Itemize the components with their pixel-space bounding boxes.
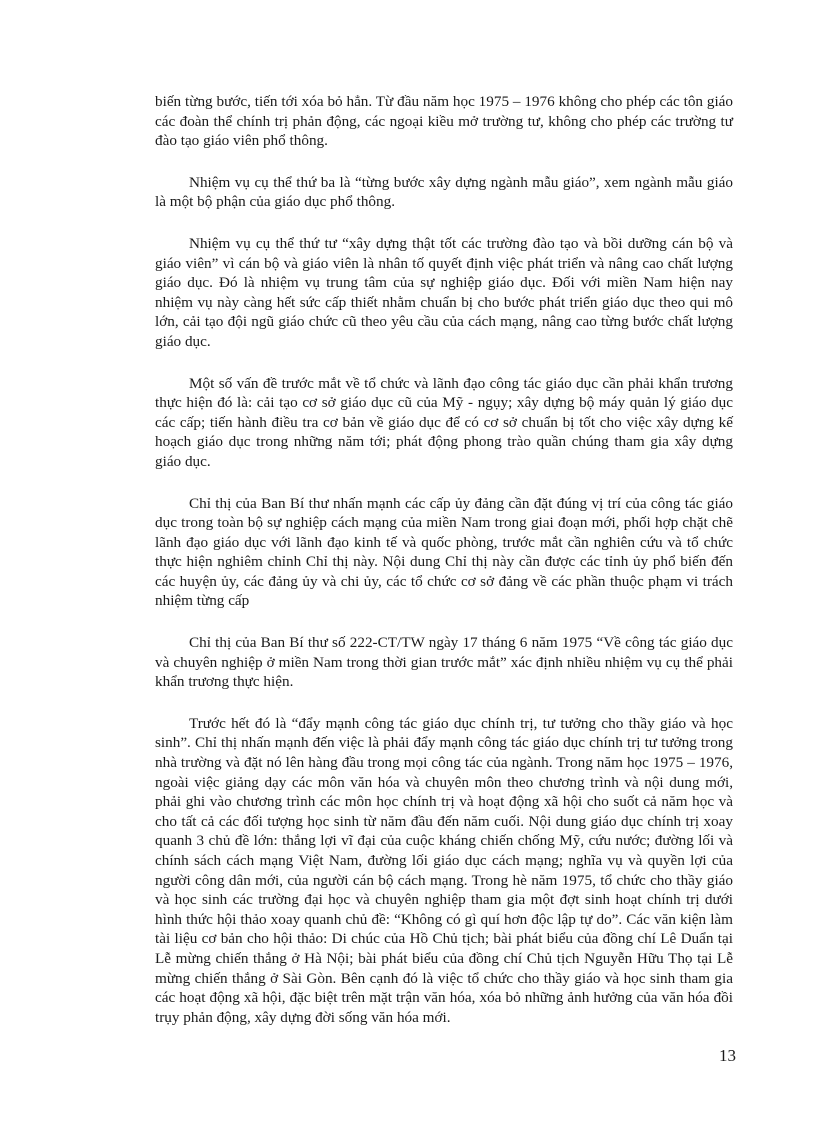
- paragraph-directive-222: Chỉ thị của Ban Bí thư số 222-CT/TW ngày 17 tháng 6 năm 1975 “Về công tác giáo dục và chuyên nghiệp ở miền Nam trong thời gian trước mắt” xác định nhiều nhiệm vụ cụ thể phải khẩn trương thực hiện.: [155, 634, 733, 691]
- document-page: [155, 92, 733, 1049]
- paragraph-continued: biến từng bước, tiến tới xóa bỏ hẳn. Từ đầu năm học 1975 – 1976 không cho phép các tôn giáo các đoàn thể chính trị phản động, các ngoại kiều mở trường tư, không cho phép các trường tư đào tạo giáo viên phổ thông.: [155, 93, 733, 150]
- page-number: 13: [719, 1046, 736, 1065]
- paragraph-secretariat-directive: Chỉ thị của Ban Bí thư nhấn mạnh các cấp ủy đảng cần đặt đúng vị trí của công tác giáo dục trong toàn bộ sự nghiệp cách mạng của miền Nam trong giai đoạn mới, phối hợp chặt chẽ lãnh đạo giáo dục với lãnh đạo kinh tế và quốc phòng, trước mắt cần nghiên cứu và tổ chức thực hiện nghiêm chỉnh Chỉ thị này. Nội dung Chỉ thị này cần được các tỉnh ủy phổ biến đến các huyện ủy, các đảng ủy và chi ủy, các tổ chức cơ sở đảng về các phần thuộc phạm vi trách nhiệm từng cấp: [155, 494, 733, 610]
- paragraph-task-three: Nhiệm vụ cụ thể thứ ba là “từng bước xây dựng ngành mẫu giáo”, xem ngành mẫu giáo là một bộ phận của giáo dục phổ thông.: [155, 173, 733, 211]
- paragraph-urgent-issues: Một số vấn đề trước mắt về tổ chức và lãnh đạo công tác giáo dục cần phải khẩn trương thực hiện đó là: cải tạo cơ sở giáo dục cũ của Mỹ - ngụy; xây dựng bộ máy quản lý giáo dục các cấp; tiến hành điều tra cơ bản về giáo dục để có cơ sở chuẩn bị tốt cho việc xây dựng kế hoạch giáo dục trong những năm tới; phát động phong trào quần chúng tham gia xây dựng giáo dục.: [155, 374, 733, 470]
- paragraph-political-education: Trước hết đó là “đẩy mạnh công tác giáo dục chính trị, tư tưởng cho thầy giáo và học sinh”. Chỉ thị nhấn mạnh đến việc là phải đẩy mạnh công tác giáo dục chính trị tư tưởng trong nhà trường và đặt nó lên hàng đầu trong mọi công tác của ngành. Trong năm học 1975 – 1976, ngoài việc giảng dạy các môn văn hóa và chuyên môn theo chương trình và nội dung mới, phải ghi vào chương trình các môn học chính trị và hoạt động xã hội cho suốt cả năm học và cho tất cả các đối tượng học sinh từ năm đầu đến năm cuối. Nội dung giáo dục chính trị xoay quanh 3 chủ đề lớn: thắng lợi vĩ đại của cuộc kháng chiến chống Mỹ, cứu nước; đường lối và chính sách cách mạng Việt Nam, đường lối giáo dục cách mạng; nghĩa vụ và quyền lợi của người công dân mới, của người cán bộ cách mạng. Trong hè năm 1975, tổ chức cho thầy giáo và học sinh các trường đại học và chuyên nghiệp tham gia một đợt sinh hoạt chính trị dưới hình thức hội thảo xoay quanh chủ đề: “Không có gì quí hơn độc lập tự do”. Các văn kiện làm tài liệu cơ bản cho hội thảo: Di chúc của Hồ Chủ tịch; bài phát biểu của đồng chí Lê Duẩn tại Lễ mừng chiến thắng ở Hà Nội; bài phát biểu của đồng chí Chủ tịch Nguyễn Hữu Thọ tại Lễ mừng chiến thắng ở Sài Gòn. Bên cạnh đó là việc tổ chức cho thầy giáo và học sinh tham gia các hoạt động xã hội, đặc biệt trên mặt trận văn hóa, xóa bỏ những ảnh hưởng của văn hóa đồi trụy phản động, xây dựng đời sống văn hóa mới.: [155, 714, 733, 1026]
- paragraph-task-four: Nhiệm vụ cụ thể thứ tư “xây dựng thật tốt các trường đào tạo và bồi dưỡng cán bộ và giáo viên” vì cán bộ và giáo viên là nhân tố quyết định việc phát triển và nâng cao chất lượng giáo dục. Đó là nhiệm vụ trung tâm của sự nghiệp giáo dục. Đối với miền Nam hiện nay nhiệm vụ này càng hết sức cấp thiết nhằm chuẩn bị cho bước phát triển giáo dục theo qui mô lớn, cải tạo đội ngũ giáo chức cũ theo yêu cầu của cách mạng, nâng cao từng bước chất lượng giáo dục.: [155, 234, 733, 350]
